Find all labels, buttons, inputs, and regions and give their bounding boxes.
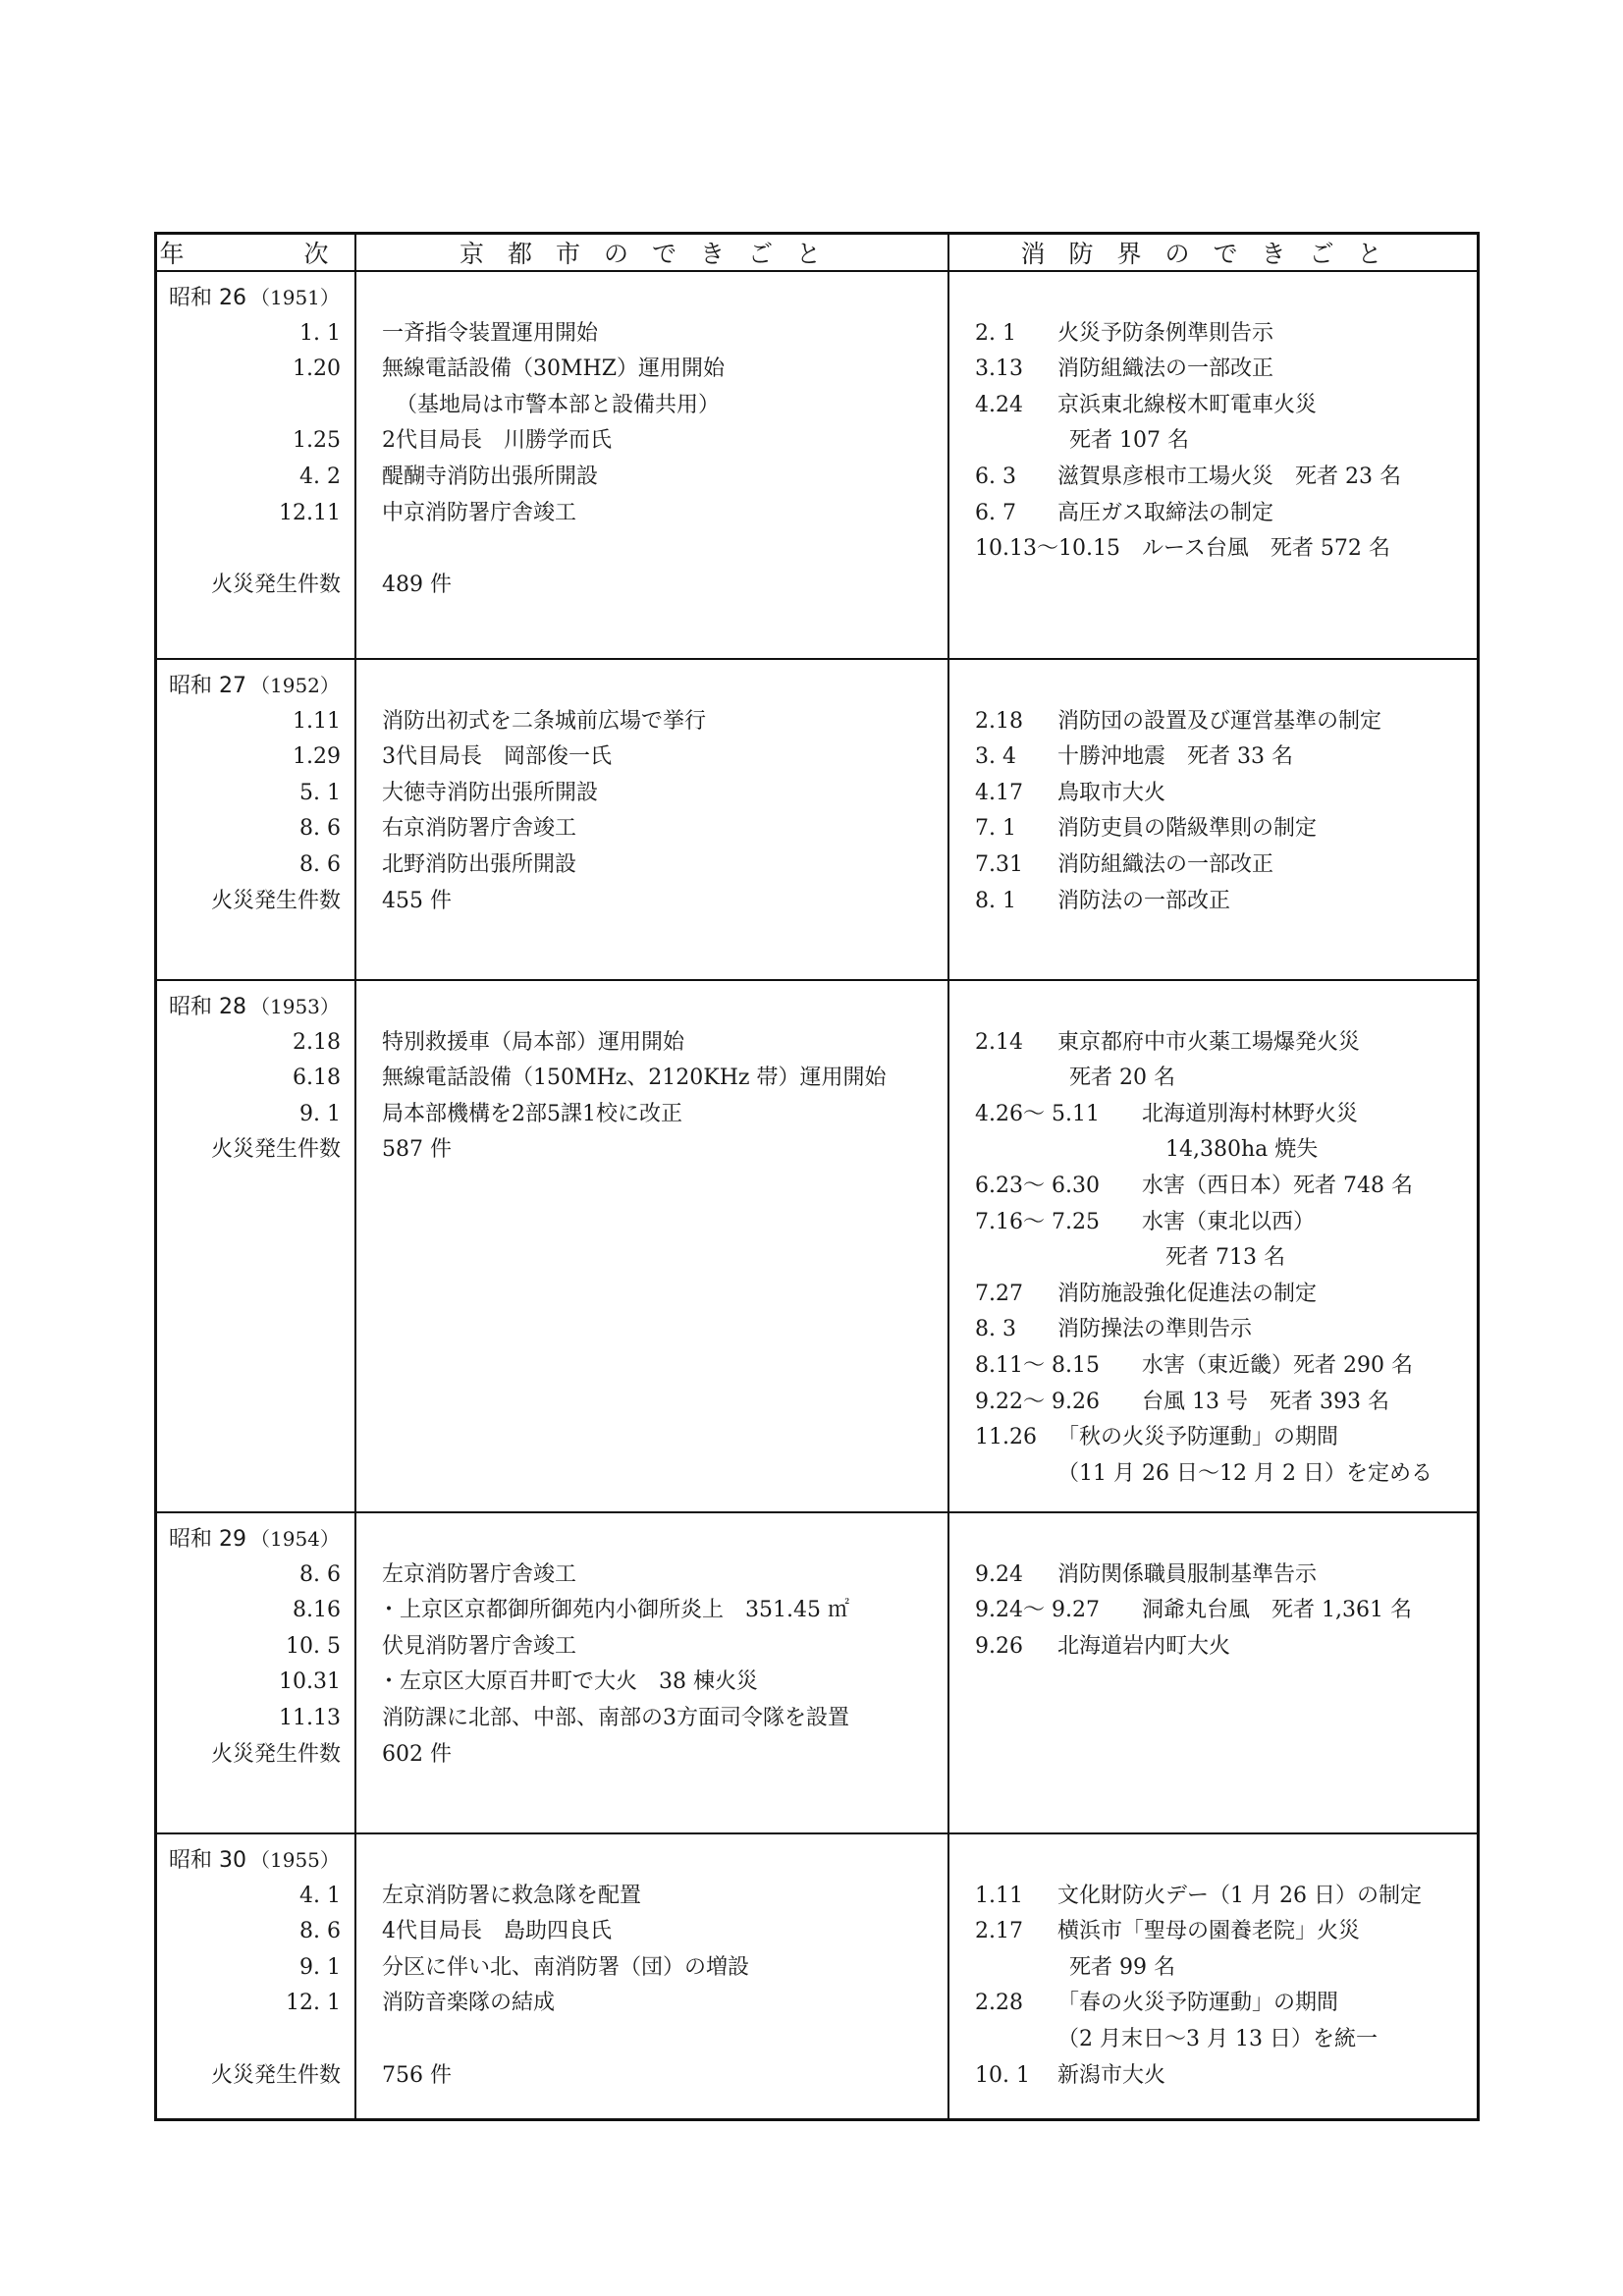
fire-event-text: 消防団の設置及び運営基準の制定 [1057, 708, 1382, 734]
city-event: 中京消防署庁舎竣工 [382, 500, 577, 525]
fire-event-date: 4.26～ 5.11 [975, 1101, 1100, 1126]
fire-count-label: 火災発生件数 [210, 1741, 341, 1767]
year-column [157, 981, 356, 1511]
fire-event-date: 7.27 [975, 1281, 1023, 1306]
fire-event-date: 4.17 [975, 780, 1023, 805]
event-date [157, 388, 354, 424]
event-date: 6.18 [293, 1066, 341, 1091]
city-event: ・上京区京都御所御苑内小御所炎上 351.45 ㎡ [378, 1598, 849, 1623]
fire-event [949, 1169, 1477, 1205]
year-blocks [157, 272, 1477, 2118]
fire-event-text: 新潟市大火 [1057, 2062, 1166, 2088]
year-column [157, 660, 356, 979]
fire-event-date: 7.16～ 7.25 [975, 1209, 1100, 1234]
spacer [157, 531, 354, 568]
fire-event [949, 496, 1477, 532]
fire-event [949, 1629, 1477, 1666]
fire-event-text: 十勝沖地震 死者 33 名 [1057, 744, 1293, 770]
fire-event-text: 台風 13 号 死者 393 名 [1142, 1389, 1389, 1414]
fire-event [949, 847, 1477, 884]
era-name: 昭和 28 [169, 995, 246, 1019]
event-date: 8. 6 [299, 851, 341, 877]
city-events-column [356, 660, 949, 979]
fire-event-text: 横浜市「聖母の園養老院」火災 [1057, 1919, 1361, 1944]
city-event: 特別救援車（局本部）運用開始 [382, 1029, 685, 1055]
spacer [949, 280, 1477, 316]
fire-event [949, 1986, 1477, 2022]
fire-event-date: 1.11 [975, 1883, 1023, 1908]
fire-event-date: 8. 1 [975, 888, 1016, 913]
fire-event-date: 10. 1 [975, 2062, 1030, 2088]
spacer [949, 668, 1477, 704]
fire-event-text: （2 月末日～3 月 13 日）を統一 [1057, 2026, 1378, 2051]
fire-event [949, 1456, 1477, 1493]
fire-events-column [949, 1513, 1477, 1832]
fire-event [949, 1348, 1477, 1385]
city-events-column [356, 1513, 949, 1832]
fire-event-date: 6.23～ 6.30 [975, 1173, 1100, 1198]
fire-event-text: 消防吏員の階級準則の制定 [1057, 816, 1318, 842]
era-name: 昭和 29 [169, 1527, 246, 1552]
fire-event-text: 水害（東北以西） [1142, 1209, 1316, 1234]
event-date: 9. 1 [299, 1101, 341, 1126]
event-date: 1.20 [293, 356, 341, 382]
spacer [949, 1521, 1477, 1558]
fire-event-date: 8.11～ 8.15 [975, 1352, 1100, 1378]
city-events-column [356, 1834, 949, 2118]
spacer [157, 2022, 354, 2058]
fire-event [949, 531, 1477, 568]
event-date: 10.31 [279, 1669, 341, 1695]
year-block [157, 1513, 1477, 1834]
fire-event-date: 3.13 [975, 356, 1023, 382]
fire-event-date: 2.17 [975, 1919, 1023, 1944]
fire-count-value: 455 件 [382, 888, 452, 913]
fire-event [949, 776, 1477, 812]
fire-event-date: 2.28 [975, 1991, 1023, 2016]
fire-event-text: 死者 20 名 [1069, 1066, 1175, 1091]
fire-event-text: 死者 713 名 [1165, 1245, 1285, 1271]
era-label [157, 668, 354, 704]
era-year: （1954） [250, 1527, 340, 1551]
event-date: 12. 1 [286, 1991, 341, 2016]
fire-event-date: 9.26 [975, 1633, 1023, 1659]
city-event: 醍醐寺消防出張所開設 [382, 464, 599, 489]
event-date: 12.11 [279, 500, 341, 525]
fire-event-text: 消防組織法の一部改正 [1057, 851, 1274, 877]
fire-events-column [949, 981, 1477, 1511]
fire-event-text: 文化財防火デー（1 月 26 日）の制定 [1057, 1883, 1422, 1908]
fire-count-value: 756 件 [382, 2062, 452, 2088]
fire-event-date: 2. 1 [975, 320, 1016, 346]
fire-event [949, 811, 1477, 847]
fire-count-label: 火災発生件数 [210, 1137, 341, 1163]
era-label [157, 280, 354, 316]
spacer [356, 531, 947, 568]
era-name: 昭和 30 [169, 1848, 246, 1873]
event-date: 11.13 [279, 1705, 341, 1730]
event-date: 2.18 [293, 1029, 341, 1055]
city-event: ・左京区大原百井町で大火 38 棟火災 [378, 1669, 758, 1695]
fire-event-text: 消防法の一部改正 [1057, 888, 1231, 913]
era-label [157, 1521, 354, 1558]
fire-count-label: 火災発生件数 [210, 572, 341, 597]
year-block [157, 272, 1477, 660]
fire-event-text: 死者 99 名 [1069, 1954, 1175, 1980]
fire-event-text: 水害（東近畿）死者 290 名 [1142, 1352, 1413, 1378]
fire-events-column [949, 660, 1477, 979]
fire-event [949, 1025, 1477, 1062]
era-year: （1951） [250, 286, 340, 309]
fire-event-text: （11 月 26 日～12 月 2 日）を定める [1057, 1460, 1433, 1486]
event-date: 4. 1 [299, 1883, 341, 1908]
fire-event-text: 洞爺丸台風 死者 1,361 名 [1142, 1598, 1412, 1623]
year-column [157, 272, 356, 658]
city-event: 一斉指令装置運用開始 [382, 320, 599, 346]
fire-event-date: 3. 4 [975, 744, 1016, 770]
fire-event-text: 東京都府中市火薬工場爆発火災 [1057, 1029, 1361, 1055]
event-date: 5. 1 [299, 780, 341, 805]
fire-event [949, 1950, 1477, 1987]
fire-event [949, 1205, 1477, 1241]
fire-event-date: 4.24 [975, 392, 1023, 417]
event-date: 4. 2 [299, 464, 341, 489]
fire-count-value: 602 件 [382, 1741, 452, 1767]
fire-event [949, 1914, 1477, 1950]
city-event: 無線電話設備（30MHZ）運用開始 [382, 356, 725, 382]
fire-events-column [949, 1834, 1477, 2118]
fire-event-text: 水害（西日本）死者 748 名 [1142, 1173, 1413, 1198]
fire-event [949, 1097, 1477, 1133]
fire-event [949, 1558, 1477, 1594]
era-year: （1955） [250, 1848, 340, 1872]
city-event: 局本部機構を2部5課1校に改正 [382, 1101, 682, 1126]
event-date: 1. 1 [299, 320, 341, 346]
city-event: 消防課に北部、中部、南部の3方面司令隊を設置 [382, 1705, 849, 1730]
fire-event-text: 死者 107 名 [1069, 428, 1189, 454]
spacer [356, 1521, 947, 1558]
city-event: 2代目局長 川勝学而氏 [382, 428, 612, 454]
fire-event [949, 1240, 1477, 1277]
fire-event-text: 高圧ガス取締法の制定 [1057, 500, 1274, 525]
year-block [157, 1834, 1477, 2118]
event-date: 8. 6 [299, 1561, 341, 1587]
fire-event [949, 352, 1477, 388]
fire-event [949, 1879, 1477, 1915]
fire-count-label: 火災発生件数 [210, 888, 341, 913]
era-label [157, 989, 354, 1025]
fire-event-date: 6. 3 [975, 464, 1016, 489]
city-events-column [356, 981, 949, 1511]
fire-count-label: 火災発生件数 [210, 2062, 341, 2088]
fire-event-date: 7.31 [975, 851, 1023, 877]
fire-event-date: 2.14 [975, 1029, 1023, 1055]
city-event: 右京消防署庁舎竣工 [382, 816, 577, 842]
city-event: 消防出初式を二条城前広場で挙行 [382, 708, 707, 734]
fire-event [949, 2022, 1477, 2058]
table-header [157, 235, 1477, 272]
event-date: 8. 6 [299, 816, 341, 842]
fire-event [949, 460, 1477, 496]
city-events-column [356, 272, 949, 658]
city-event: 消防音楽隊の結成 [382, 1991, 556, 2016]
fire-count-value: 587 件 [382, 1137, 452, 1163]
spacer [356, 1842, 947, 1879]
city-event: （基地局は市警本部と設備共用） [396, 392, 721, 417]
event-date: 1.25 [293, 428, 341, 454]
fire-event-date: 8. 3 [975, 1317, 1016, 1342]
fire-event [949, 1061, 1477, 1097]
era-year: （1953） [250, 995, 340, 1018]
fire-event-text: 京浜東北線桜木町電車火災 [1057, 392, 1318, 417]
spacer [949, 989, 1477, 1025]
fire-event [949, 739, 1477, 776]
fire-event [949, 1420, 1477, 1456]
year-column [157, 1513, 356, 1832]
event-date: 1.11 [293, 708, 341, 734]
fire-event-text: 北海道別海村林野火災 [1142, 1101, 1359, 1126]
fire-event [949, 1132, 1477, 1169]
history-table [154, 232, 1480, 2121]
city-event: 左京消防署に救急隊を配置 [382, 1883, 642, 1908]
header-city-events: 京都市のできごと [356, 235, 949, 270]
fire-event-date: 9.24～ 9.27 [975, 1598, 1100, 1623]
event-date: 1.29 [293, 744, 341, 770]
era-year: （1952） [250, 674, 340, 697]
fire-event [949, 1593, 1477, 1629]
year-block [157, 981, 1477, 1513]
header-fire-events: 消防界のできごと [1020, 240, 1406, 268]
fire-event-text: 消防組織法の一部改正 [1057, 356, 1274, 382]
fire-event [949, 316, 1477, 353]
era-name: 昭和 27 [169, 674, 246, 698]
city-event: 3代目局長 岡部俊一氏 [382, 744, 612, 770]
spacer [356, 989, 947, 1025]
spacer [356, 668, 947, 704]
fire-event [949, 1312, 1477, 1348]
fire-event-text: 消防操法の準則告示 [1057, 1317, 1253, 1342]
fire-event [949, 2058, 1477, 2095]
fire-event-text: 消防施設強化促進法の制定 [1057, 1281, 1318, 1306]
fire-event [949, 1385, 1477, 1421]
fire-event-text: 消防関係職員服制基準告示 [1057, 1561, 1318, 1587]
fire-event-date: 11.26 [975, 1425, 1037, 1450]
city-event: 無線電話設備（150MHz、2120KHz 帯）運用開始 [382, 1066, 887, 1091]
fire-event-date: 6. 7 [975, 500, 1016, 525]
fire-event-text: 「春の火災予防運動」の期間 [1057, 1991, 1339, 2016]
year-column [157, 1834, 356, 2118]
fire-event [949, 884, 1477, 920]
fire-event-text: 滋賀県彦根市工場火災 死者 23 名 [1057, 464, 1401, 489]
fire-count-value: 489 件 [382, 572, 452, 597]
fire-event-date: 9.24 [975, 1561, 1023, 1587]
spacer [356, 280, 947, 316]
fire-event-text: 火災予防条例準則告示 [1057, 320, 1274, 346]
header-year: 年 次 [157, 235, 356, 270]
era-name: 昭和 26 [169, 286, 246, 310]
event-date: 10. 5 [286, 1633, 341, 1659]
fire-event [949, 1277, 1477, 1313]
event-date: 8. 6 [299, 1919, 341, 1944]
fire-event-date: 9.22～ 9.26 [975, 1389, 1100, 1414]
fire-event-date: 7. 1 [975, 816, 1016, 842]
city-event: 分区に伴い北、南消防署（団）の増設 [382, 1954, 750, 1980]
fire-event [949, 704, 1477, 740]
fire-event [949, 423, 1477, 460]
city-event: 伏見消防署庁舎竣工 [382, 1633, 577, 1659]
city-event: 左京消防署庁舎竣工 [382, 1561, 577, 1587]
era-label [157, 1842, 354, 1879]
city-event: 4代目局長 島助四良氏 [382, 1919, 612, 1944]
fire-event-date: 10.13～10.15 [975, 536, 1120, 562]
fire-event-text: ルース台風 死者 572 名 [1142, 536, 1390, 562]
city-event: 大徳寺消防出張所開設 [382, 780, 599, 805]
fire-events-column [949, 272, 1477, 658]
fire-event-date: 2.18 [975, 708, 1023, 734]
fire-event-text: 「秋の火災予防運動」の期間 [1057, 1425, 1339, 1450]
spacer [949, 1842, 1477, 1879]
city-event: 北野消防出張所開設 [382, 851, 577, 877]
event-date: 8.16 [293, 1598, 341, 1623]
fire-event-text: 鳥取市大火 [1057, 780, 1166, 805]
spacer [356, 2022, 947, 2058]
event-date: 9. 1 [299, 1954, 341, 1980]
fire-event-text: 14,380ha 焼失 [1165, 1137, 1319, 1163]
year-block [157, 660, 1477, 981]
fire-event-text: 北海道岩内町大火 [1057, 1633, 1231, 1659]
fire-event [949, 388, 1477, 424]
